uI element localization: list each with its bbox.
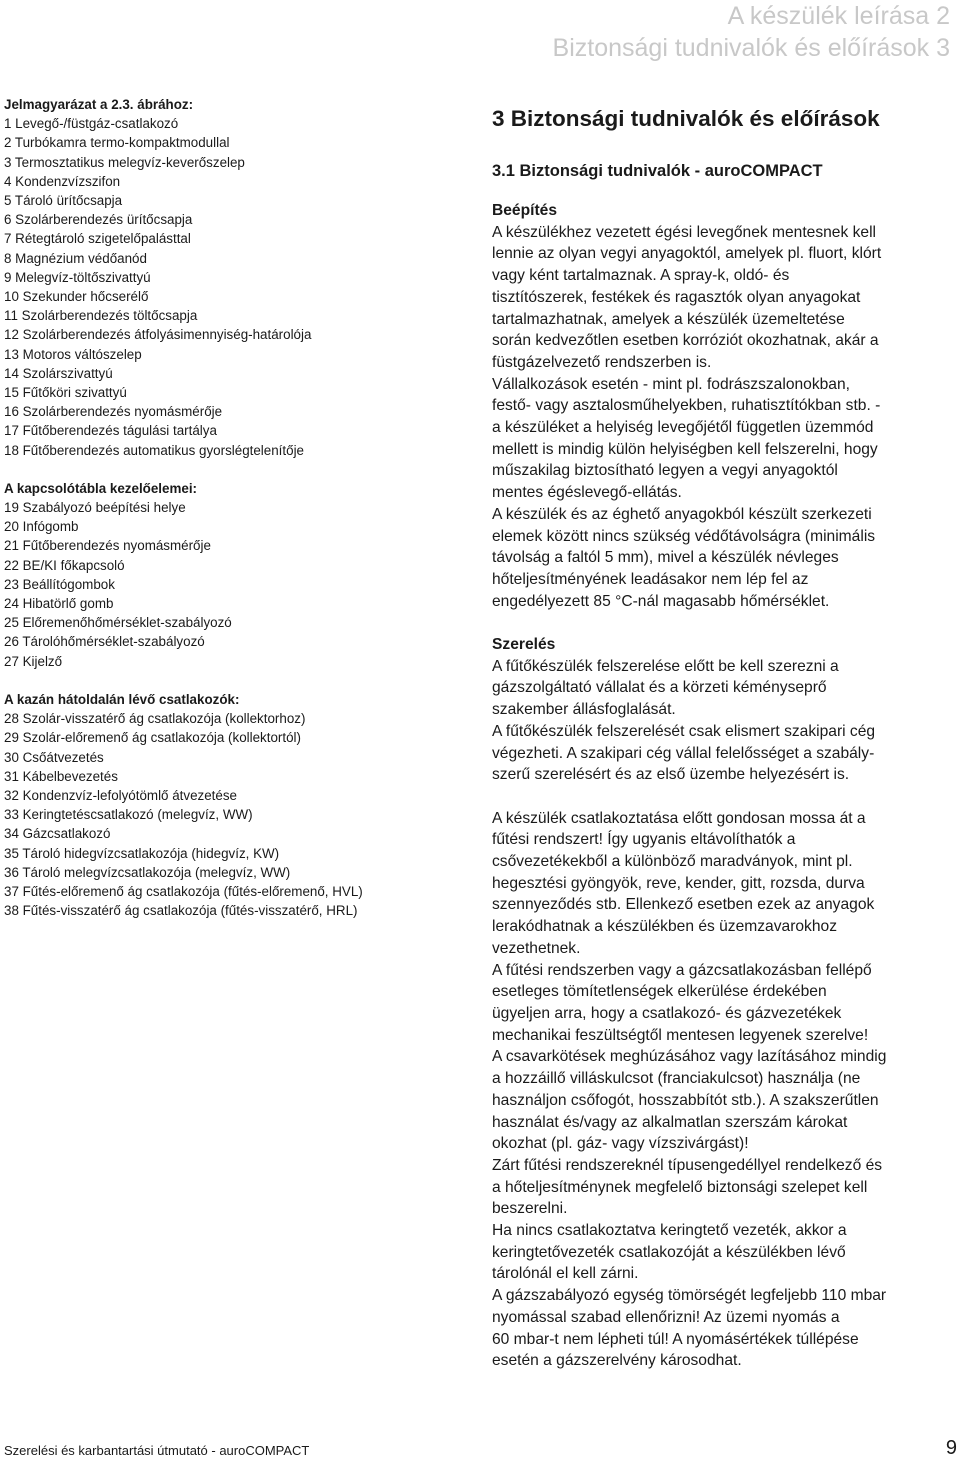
text-line: A gázszabályozó egység tömörségét legfeljebb 110 mbar: [492, 1287, 887, 1305]
text-line: ügyeljen arra, hogy a csatlakozó- és gázvezetékek: [492, 1004, 842, 1022]
legend-item: 17 Fűtőberendezés tágulási tartálya: [4, 423, 217, 439]
legend-item: 1 Levegő-/füstgáz-csatlakozó: [4, 116, 179, 132]
text-line: A csavarkötések meghúzásához vagy lazításához mindig: [492, 1048, 887, 1066]
text-line: távolság a faltól 5 mm), mivel a készülék névleges: [492, 549, 839, 567]
legend-item: 22 BE/KI főkapcsoló: [4, 557, 125, 573]
text-line: festő- vagy asztalosműhelyekben, ruhatisztítókban stb. -: [492, 397, 881, 415]
legend-item: 16 Szolárberendezés nyomásmérője: [4, 404, 223, 420]
legend-item: 31 Kábelbevezetés: [4, 768, 118, 784]
legend-item: 25 Előremenőhőmérséklet-szabályozó: [4, 615, 232, 631]
text-line: fűtési rendszert! Így ugyanis eltávolíthatók a: [492, 831, 796, 849]
text-line: A készülékhez vezetett égési levegőnek mentesnek kell: [492, 223, 877, 241]
text-line: szakember állásfoglalását.: [492, 701, 676, 719]
text-line: nyomással szabad ellenőrizni! Az üzemi nyomás a: [492, 1308, 840, 1326]
legend-item: 12 Szolárberendezés átfolyásimennyiség-határolója: [4, 327, 312, 343]
text-line: esetleges tömítetlenségek elkerülése érdekében: [492, 983, 827, 1001]
header-line-1: A készülék leírása 2: [727, 2, 950, 30]
legend-item: 7 Rétegtároló szigetelőpalásttal: [4, 231, 191, 247]
text-line: lerakódhatnak a készülékben és üzemzavarokhoz: [492, 918, 837, 936]
legend-item: 28 Szolár-visszatérő ág csatlakozója (kollektorhoz): [4, 711, 306, 727]
text-line: műszakilag biztosítható legyen a vegyi anyagoktól: [492, 462, 838, 480]
legend-item: 38 Fűtés-visszatérő ág csatlakozója (fűtés-visszatérő, HRL): [4, 903, 358, 919]
text-line: keringtetővezeték csatlakozóját a készülékben lévő: [492, 1243, 846, 1261]
legend-item: 35 Tároló hidegvízcsatlakozója (hidegvíz, KW): [4, 845, 280, 861]
legend-item: 26 Tárolóhőmérséklet-szabályozó: [4, 634, 205, 650]
text-line: esetén a gázszerelvény károsodhat.: [492, 1352, 742, 1370]
text-line: Ha nincs csatlakoztatva keringtető vezeték, akkor a: [492, 1222, 847, 1240]
legend-item: 18 Fűtőberendezés automatikus gyorslégtelenítője: [4, 442, 304, 458]
legend-title: Jelmagyarázat a 2.3. ábrához:: [4, 97, 194, 112]
text-line: során kedvezőtlen esetben korróziót okozhatnak, akár a: [492, 332, 879, 350]
legend-item: 21 Fűtőberendezés nyomásmérője: [4, 538, 211, 554]
legend-item: 30 Csőátvezetés: [4, 749, 104, 765]
legend-item: 20 Infógomb: [4, 519, 79, 535]
legend-item: 3 Termosztatikus melegvíz-keverőszelep: [4, 154, 245, 170]
section-subtitle: 3.1 Biztonsági tudnivalók - auroCOMPACT: [492, 162, 823, 180]
legend-item: 32 Kondenzvíz-lefolyótömlő átvezetése: [4, 787, 237, 803]
text-line: A készülék és az éghető anyagokból készült szerkezeti: [492, 505, 872, 523]
legend-item: 24 Hibatörlő gomb: [4, 596, 114, 612]
legend-list: [4, 114, 474, 460]
text-line: 60 mbar-t nem lépheti túl! A nyomásértékek túllépése: [492, 1330, 859, 1348]
text-line: mentes égéslevegő-ellátás.: [492, 484, 682, 502]
text-line: csővezetékekből a különböző maradványok, mint pl.: [492, 853, 853, 871]
text-line: a hőteljesítménynek megfelelő biztonsági szelepet kell: [492, 1178, 868, 1196]
text-line: Zárt fűtési rendszereknél típusengedéllyel rendelkező és: [492, 1156, 883, 1174]
legend-item: 23 Beállítógombok: [4, 576, 115, 592]
text-line: tartalmazhatnak, amelyek a készülék üzemeltetése: [492, 310, 845, 328]
text-line: A készülék csatlakoztatása előtt gondosan mossa át a: [492, 809, 866, 827]
text-line: A fűtőkészülék felszerelését csak elismert szakipari cég: [492, 722, 876, 740]
szereles-text-b: [492, 808, 960, 1372]
text-line: a készüléket a helyiség levegőjétől független üzemmód: [492, 419, 874, 437]
legend-item: 4 Kondenzvízszifon: [4, 173, 121, 189]
page-number: 9: [945, 1437, 957, 1459]
legend-item: 10 Szekunder hőcserélő: [4, 289, 149, 305]
legend-item: 6 Szolárberendezés ürítőcsapja: [4, 212, 193, 228]
control-panel-list: [4, 498, 474, 671]
text-line: füstgázelvezető rendszerben is.: [492, 353, 712, 371]
legend-item: 2 Turbókamra termo-kompaktmodullal: [4, 135, 230, 151]
text-line: végezheti. A szakipari cég vállal felelősséget a szabály-: [492, 744, 875, 762]
text-line: hegesztési gyöngyök, reve, kender, gitt, rozsda, durva: [492, 874, 865, 892]
legend-item: 34 Gázcsatlakozó: [4, 826, 111, 842]
text-line: A fűtési rendszerben vagy a gázcsatlakozásban fellépő: [492, 961, 872, 979]
section-title: 3 Biztonsági tudnivalók és előírások: [492, 106, 880, 131]
safety-column: [492, 104, 960, 1372]
legend-item: 19 Szabályozó beépítési helye: [4, 500, 186, 516]
text-line: mechanikai feszültségtől mentesen legyenek szerelve!: [492, 1026, 869, 1044]
legend-item: 33 Keringtetéscsatlakozó (melegvíz, WW): [4, 807, 253, 823]
text-line: lennie az olyan vegyi anyagoktól, amelyek pl. fluort, klórt: [492, 245, 882, 263]
rear-connectors-list: [4, 709, 474, 920]
text-line: beszerelni.: [492, 1200, 568, 1218]
text-line: okozhat (pl. gáz- vagy vízszivárgást)!: [492, 1135, 749, 1153]
legend-item: 36 Tároló melegvízcsatlakozója (melegvíz, WW): [4, 864, 291, 880]
text-line: engedélyezett 85 °C-nál magasabb hőmérséklet.: [492, 592, 830, 610]
header-line-2: Biztonsági tudnivalók és előírások 3: [552, 34, 950, 62]
legend-item: 13 Motoros váltószelep: [4, 346, 142, 362]
legend-item: 37 Fűtés-előremenő ág csatlakozója (fűtés-előremenő, HVL): [4, 883, 363, 899]
text-line: vagy ként tartalmaznak. A spray-k, oldó- és: [492, 267, 790, 285]
text-line: a hozzáillő villáskulcsot (franciakulcsot) használja (ne: [492, 1070, 861, 1088]
rear-connectors-title: A kazán hátoldalán lévő csatlakozók:: [4, 691, 240, 707]
text-line: gázszolgáltató vállalat és a körzeti kéményseprő: [492, 679, 827, 697]
legend-item: 14 Szolárszivattyú: [4, 365, 113, 381]
beepites-heading: Beépítés: [492, 202, 558, 219]
text-line: szerű szerelésért és az első üzembe helyezésért is.: [492, 766, 850, 784]
text-line: A fűtőkészülék felszerelése előtt be kell szerezni a: [492, 657, 839, 675]
legend-item: 27 Kijelző: [4, 653, 63, 669]
text-line: vezethetnek.: [492, 939, 581, 957]
legend-item: 8 Magnézium védőanód: [4, 250, 147, 266]
text-line: szennyeződés stb. Ellenkező esetben ezek az anyagok: [492, 896, 875, 914]
text-line: használjon csőfogót, hosszabbítót stb.). A szakszerűtlen: [492, 1091, 879, 1109]
text-line: elemek között nincs szükség védőtávolságra (minimális: [492, 527, 876, 545]
control-panel-title: A kapcsolótábla kezelőelemei:: [4, 480, 198, 496]
legend-item: 5 Tároló ürítőcsapja: [4, 193, 123, 209]
text-line: hőteljesítményének leadásakor nem lép fel az: [492, 570, 809, 588]
footer-title: Szerelési és karbantartási útmutató - auroCOMPACT: [4, 1443, 310, 1458]
legend-item: 29 Szolár-előremenő ág csatlakozója (kollektortól): [4, 730, 301, 746]
running-header: [553, 0, 950, 64]
szereles-heading: Szerelés: [492, 636, 556, 654]
text-line: mellett is mindig külön helyiségben kell felszerelni, hogy: [492, 440, 878, 458]
text-line: Vállalkozások esetén - mint pl. fodrászszalonokban,: [492, 375, 850, 393]
text-line: tisztítószerek, festékek és ragasztók olyan anyagokat: [492, 288, 861, 306]
text-line: tárolónál el kell zárni.: [492, 1265, 639, 1283]
beepites-text: [492, 222, 960, 613]
legend-item: 15 Fűtőköri szivattyú: [4, 385, 127, 401]
szereles-text-a: [492, 656, 960, 786]
legend-column: [4, 95, 474, 920]
legend-item: 11 Szolárberendezés töltőcsapja: [4, 308, 198, 324]
legend-item: 9 Melegvíz-töltőszivattyú: [4, 269, 151, 285]
text-line: használat és/vagy az alkalmatlan szerszám károkat: [492, 1113, 848, 1131]
